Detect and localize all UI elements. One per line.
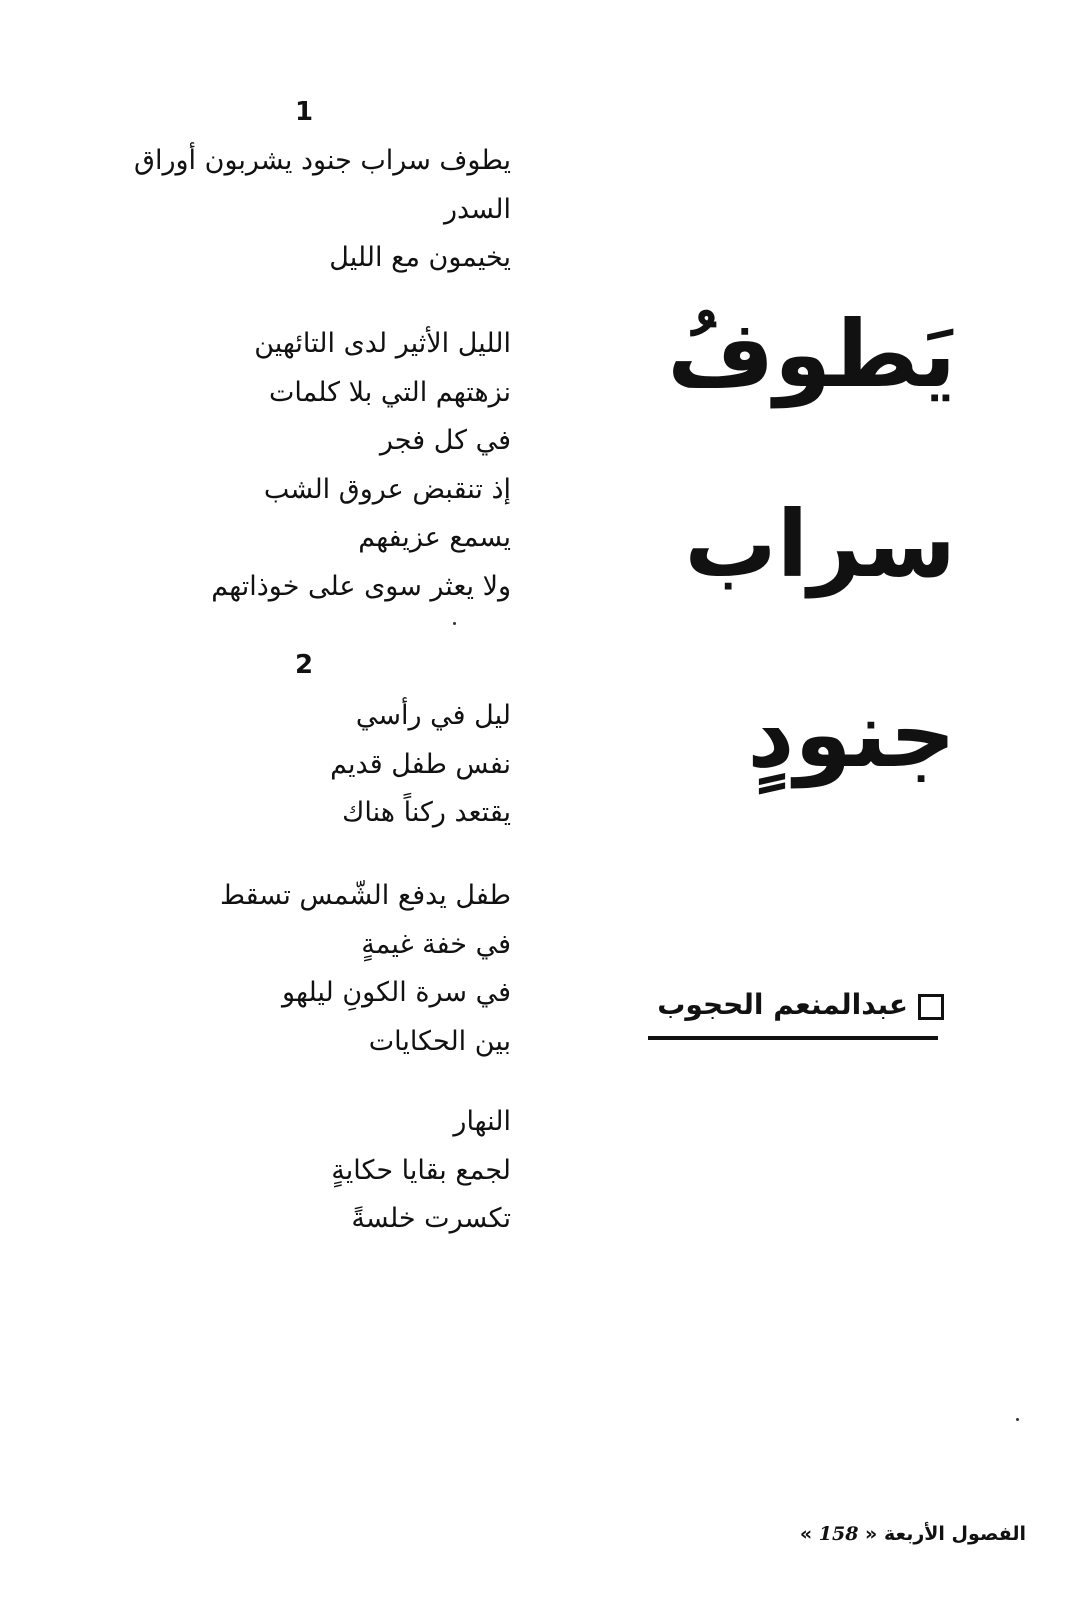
page-number: 158 (818, 1523, 859, 1545)
poem-line: السدر (443, 193, 511, 225)
scan-speck (1016, 1418, 1019, 1421)
poem-line: بين الحكايات (368, 1025, 511, 1057)
poem-line: في سرة الكونِ ليلهو (282, 977, 511, 1008)
poem-line: ولا يعثر سوى على خوذاتهم (211, 570, 511, 602)
stanza-1-1 (134, 137, 511, 283)
author-name: عبدالمنعم الحجوب (657, 988, 908, 1021)
section-number-2: 2 (295, 650, 314, 680)
poem-line: تكسرت خلسةً (351, 1203, 511, 1234)
poem-line: في كل فجر (379, 425, 511, 456)
author-underline (648, 1036, 938, 1040)
poem-line: طفل يدفع الشّمس تسقط (219, 880, 511, 911)
poem-line: يخيمون مع الليل (329, 242, 511, 273)
quote-close: » (799, 1523, 813, 1545)
poem-line: الليل الأثير لدى التائهين (254, 328, 511, 359)
poem-line: في خفة غيمةٍ (361, 928, 511, 960)
stanza-2-1 (330, 692, 511, 838)
page-footer (800, 1523, 1026, 1545)
square-bullet-icon (918, 994, 944, 1020)
poem-line: النهار (453, 1106, 511, 1137)
poem-line: نفس طفل قديم (330, 748, 511, 780)
poem-line: إذ تنقبض عروق الشب (263, 473, 511, 505)
poem-line: يقتعد ركناً هناك (342, 797, 511, 828)
section-number-1: 1 (295, 97, 314, 127)
stanza-2-3 (331, 1098, 511, 1244)
author-block (648, 988, 948, 1048)
title-line-1: يَطوفُ (667, 301, 956, 408)
title-line-3: جنودٍ (747, 681, 956, 788)
poem-line: لجمع بقايا حكايةٍ (331, 1154, 511, 1186)
poem-line: يطوف سراب جنود يشربون أوراق (134, 145, 511, 176)
publication-name: الفصول الأربعة (883, 1523, 1026, 1545)
scan-speck (453, 622, 456, 625)
stanza-2-2 (220, 872, 511, 1066)
title-line-2: سراب (684, 491, 956, 598)
quote-open: « (865, 1523, 878, 1545)
poem-line: نزهتهم التي بلا كلمات (268, 376, 511, 408)
stanza-1-2 (211, 320, 511, 611)
poem-line: يسمع عزيفهم (358, 522, 511, 553)
poem-line: ليل في رأسي (355, 700, 511, 731)
